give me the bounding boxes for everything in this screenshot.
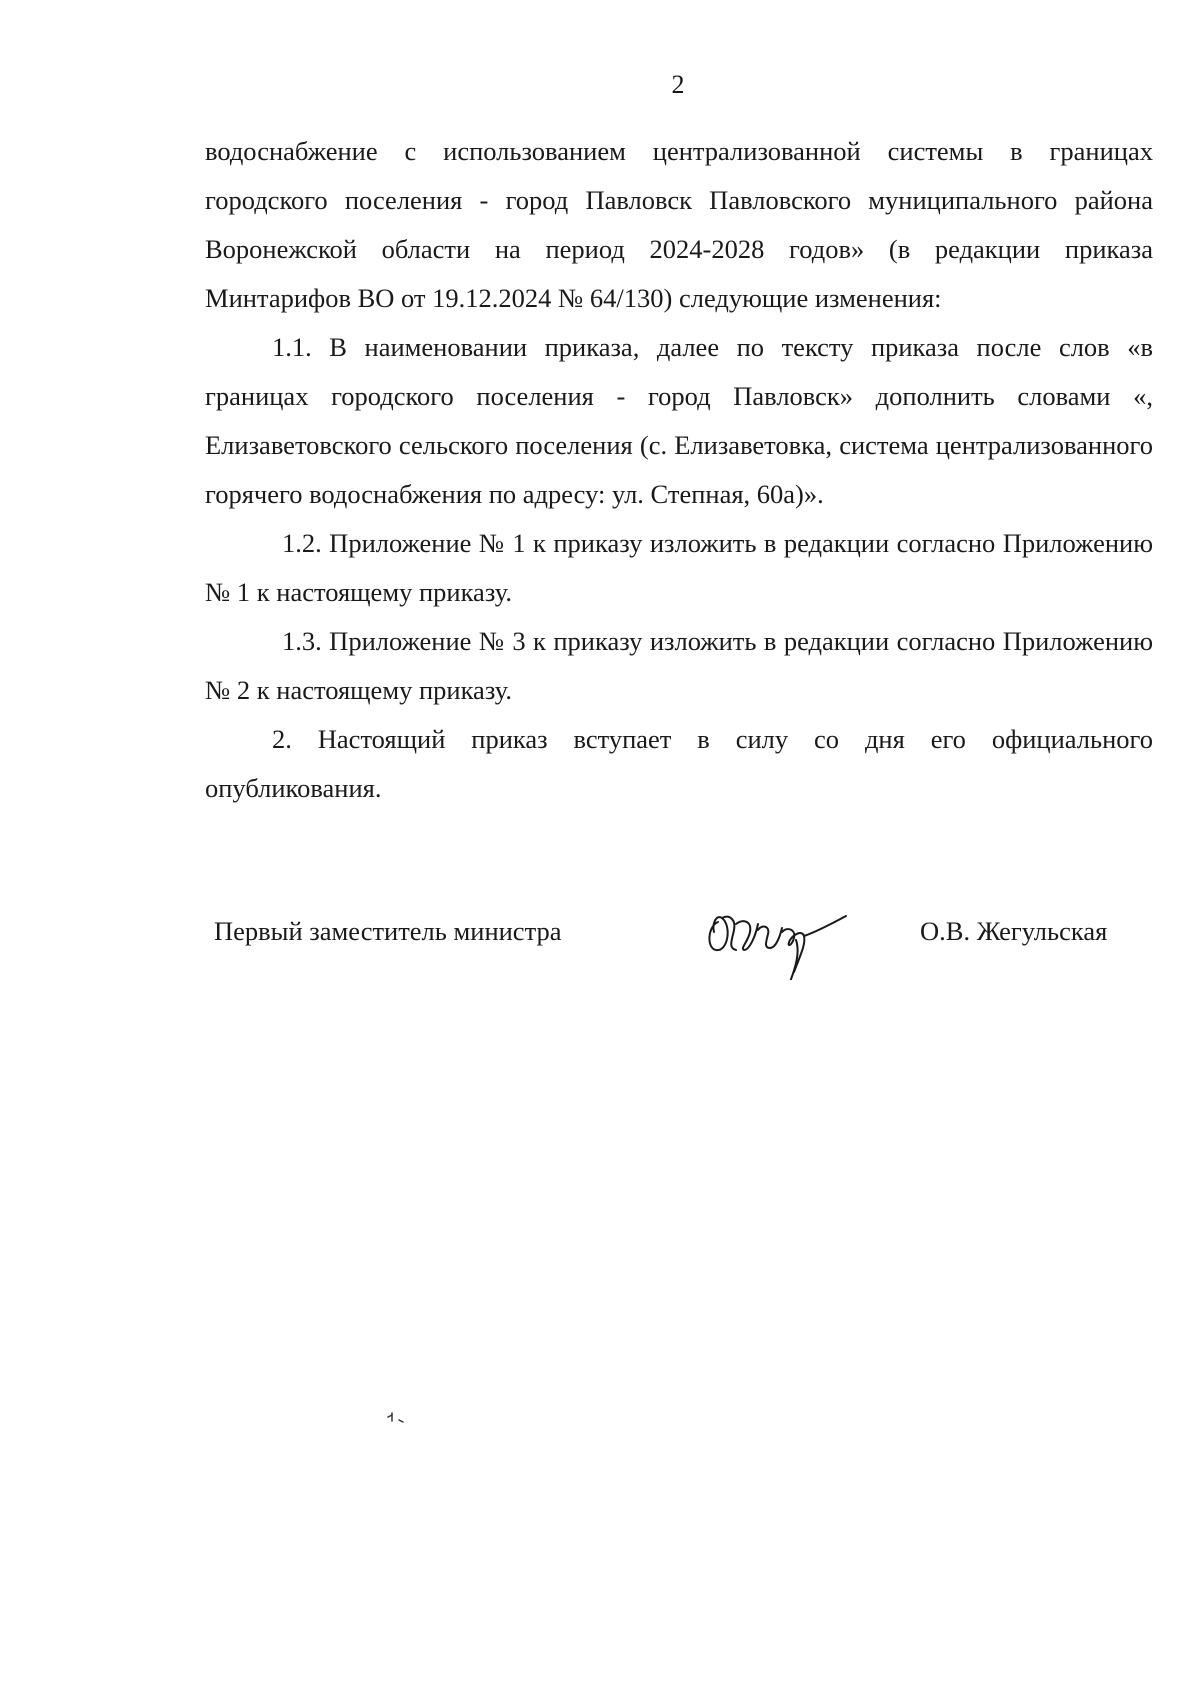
handwritten-signature bbox=[700, 900, 880, 980]
paragraph-1-3: 1.3. Приложение № 3 к приказу изложить в редакции согласно Приложению № 2 к настоящему приказу. bbox=[205, 626, 1153, 705]
signatory-name: О.В. Жегульская bbox=[920, 916, 1108, 946]
page-number: 2 bbox=[671, 70, 685, 99]
stray-scan-mark bbox=[385, 1411, 415, 1427]
signatory-position: Первый заместитель министра bbox=[214, 916, 562, 946]
document-body bbox=[205, 127, 1153, 813]
paragraph-intro: водоснабжение с использованием централизованной системы в границах городского поселения - город Павловск Павловского муниципального района Воронежской области на период 2024-2028 годов» (в редакции приказа Минтарифов ВО от 19.12.2024 № 64/130) следующие изменения: bbox=[205, 136, 1153, 313]
paragraph-1-2: 1.2. Приложение № 1 к приказу изложить в редакции согласно Приложению № 1 к настоящему приказу. bbox=[205, 528, 1153, 607]
signature-block bbox=[0, 900, 1200, 1020]
paragraph-2: 2. Настоящий приказ вступает в силу со дня его официального опубликования. bbox=[205, 724, 1153, 803]
paragraph-1-1: 1.1. В наименовании приказа, далее по тексту приказа после слов «в границах городского поселения - город Павловск» дополнить словами «, Елизаветовского сельского поселения (с. Елизаветовка, система централизованного горячего водоснабжения по адресу: ул. Степная, 60а)». bbox=[205, 332, 1153, 509]
